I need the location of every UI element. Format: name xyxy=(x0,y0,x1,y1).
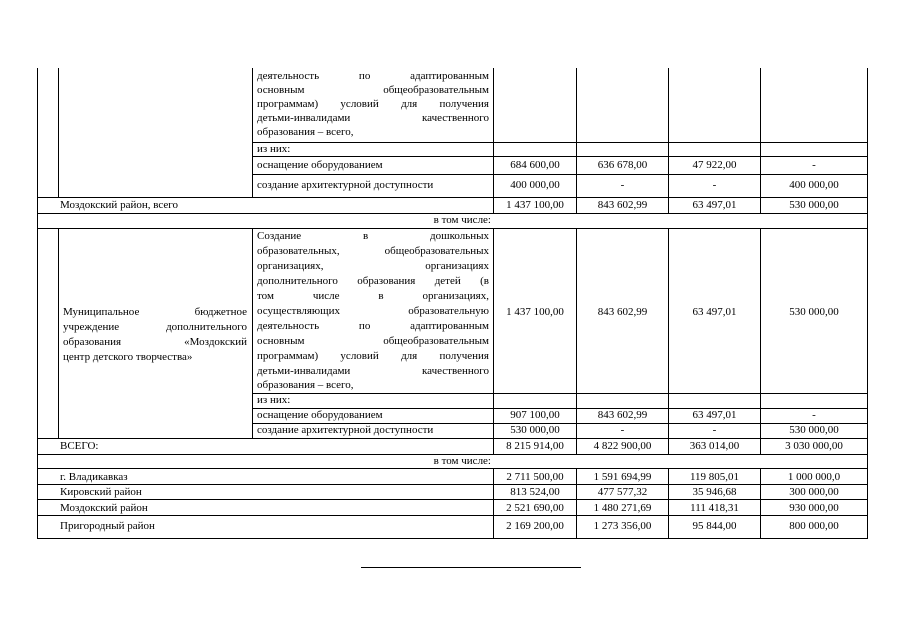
value-cell: 1 591 694,99 xyxy=(593,471,652,483)
row-label: оснащение оборудованием xyxy=(257,409,383,421)
value-cell: 843 602,99 xyxy=(597,306,648,318)
value-cell: 3 030 000,00 xyxy=(785,440,843,452)
desc-line: осуществляющих образовательную xyxy=(257,305,489,317)
table-border-bottom xyxy=(37,538,868,539)
desc-line: том числе в организациях, xyxy=(257,290,489,302)
row-label: оснащение оборудованием xyxy=(257,159,383,171)
row-divider xyxy=(37,468,868,469)
value-cell: 35 946,68 xyxy=(692,486,737,498)
including-label: в том числе: xyxy=(433,455,491,467)
row-divider xyxy=(37,515,868,516)
value-cell: 930 000,00 xyxy=(789,502,839,514)
value-cell: 300 000,00 xyxy=(789,486,839,498)
row-divider xyxy=(37,499,868,500)
value-cell: 800 000,00 xyxy=(789,520,839,532)
row-divider xyxy=(37,197,868,198)
value-cell: 530 000,00 xyxy=(510,424,560,436)
institution-line: учреждение дополнительного xyxy=(63,321,247,333)
grand-total-label: ВСЕГО: xyxy=(60,440,99,452)
district-label: Пригородный район xyxy=(60,520,155,532)
value-cell: 400 000,00 xyxy=(789,179,839,191)
desc-line: детьми-инвалидами качественного xyxy=(257,365,489,377)
of-them-label: из них: xyxy=(257,143,291,155)
value-cell: 4 822 900,00 xyxy=(593,440,652,452)
desc-line: основным общеобразовательным xyxy=(257,335,489,347)
value-cell: - xyxy=(712,179,717,191)
row-divider xyxy=(252,393,867,394)
desc-line: дополнительного образования детей (в xyxy=(257,275,489,287)
desc-line: образовательных, общеобразовательных xyxy=(257,245,489,257)
desc-line: образования – всего, xyxy=(257,379,354,391)
value-cell: 843 602,99 xyxy=(597,409,648,421)
row-divider xyxy=(37,228,868,229)
value-cell: 63 497,01 xyxy=(692,409,737,421)
desc-line: деятельность по адаптированным xyxy=(257,70,489,82)
value-cell: 2 169 200,00 xyxy=(506,520,564,532)
value-cell: - xyxy=(620,179,625,191)
district-label: Кировский район xyxy=(60,486,142,498)
value-cell: - xyxy=(712,424,717,436)
value-cell: 530 000,00 xyxy=(789,306,839,318)
including-label: в том числе: xyxy=(433,214,491,226)
row-label: создание архитектурной доступности xyxy=(257,424,434,436)
value-cell: 843 602,99 xyxy=(597,199,648,211)
row-label: создание архитектурной доступности xyxy=(257,179,434,191)
col-divider xyxy=(576,228,577,438)
value-cell: 530 000,00 xyxy=(789,424,839,436)
institution-line: центр детского творчества» xyxy=(63,351,193,363)
col-divider xyxy=(668,68,669,197)
row-divider xyxy=(252,174,867,175)
value-cell: 363 014,00 xyxy=(689,440,740,452)
value-cell: 63 497,01 xyxy=(692,199,737,211)
value-cell: 95 844,00 xyxy=(692,520,737,532)
value-cell: 907 100,00 xyxy=(510,409,560,421)
row-divider xyxy=(37,484,868,485)
col-divider xyxy=(58,68,59,197)
value-cell: 477 577,32 xyxy=(597,486,648,498)
col-divider xyxy=(760,228,761,438)
value-cell: 8 215 914,00 xyxy=(506,440,564,452)
desc-line: деятельность по адаптированным xyxy=(257,320,489,332)
value-cell: 684 600,00 xyxy=(510,159,560,171)
value-cell: 1 273 356,00 xyxy=(593,520,652,532)
row-divider xyxy=(252,156,867,157)
value-cell: 813 524,00 xyxy=(510,486,560,498)
value-cell: 119 805,01 xyxy=(689,471,740,483)
value-cell: 1 437 100,00 xyxy=(506,199,564,211)
value-cell: 1 000 000,0 xyxy=(787,471,841,483)
row-divider xyxy=(37,438,868,439)
desc-line: организациях, организациях xyxy=(257,260,489,272)
desc-line: программам) условий для получения xyxy=(257,98,489,110)
value-cell: 111 418,31 xyxy=(690,502,739,514)
col-divider xyxy=(58,228,59,438)
col-divider xyxy=(668,228,669,438)
value-cell: 530 000,00 xyxy=(789,199,839,211)
col-divider xyxy=(493,68,494,197)
value-cell: - xyxy=(812,159,816,171)
col-divider xyxy=(252,228,253,438)
desc-line: программам) условий для получения xyxy=(257,350,489,362)
value-cell: 2 521 690,00 xyxy=(506,502,564,514)
value-cell: 1 480 271,69 xyxy=(593,502,652,514)
footer-separator xyxy=(361,567,581,568)
value-cell: - xyxy=(620,424,625,436)
district-total-label: Моздокский район, всего xyxy=(60,199,178,211)
value-cell: 47 922,00 xyxy=(692,159,737,171)
value-cell: - xyxy=(812,409,816,421)
col-divider xyxy=(760,68,761,197)
district-label: г. Владикавказ xyxy=(60,471,128,483)
col-divider xyxy=(252,68,253,197)
district-label: Моздокский район xyxy=(60,502,148,514)
of-them-label: из них: xyxy=(257,394,291,406)
value-cell: 400 000,00 xyxy=(510,179,560,191)
value-cell: 1 437 100,00 xyxy=(506,306,564,318)
institution-line: образования «Моздокский xyxy=(63,336,247,348)
value-cell: 2 711 500,00 xyxy=(506,471,564,483)
row-divider xyxy=(252,142,867,143)
col-divider xyxy=(493,228,494,438)
desc-line: детьми-инвалидами качественного xyxy=(257,112,489,124)
desc-line: основным общеобразовательным xyxy=(257,84,489,96)
value-cell: 63 497,01 xyxy=(692,306,737,318)
value-cell: 636 678,00 xyxy=(597,159,648,171)
institution-line: Муниципальное бюджетное xyxy=(63,306,247,318)
col-divider xyxy=(576,68,577,197)
desc-line: Создание в дошкольных xyxy=(257,230,489,242)
desc-line: образования – всего, xyxy=(257,126,354,138)
